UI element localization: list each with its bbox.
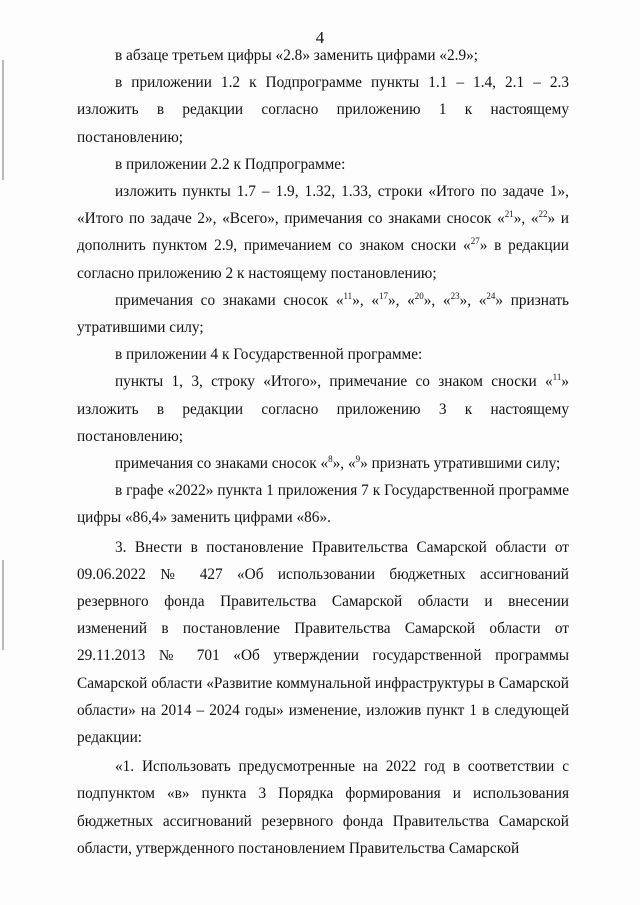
footnote-mark: 8 xyxy=(328,453,333,464)
paragraph-4-text-d: » в редакции согласно приложению 2 к настоящему постановлению; xyxy=(77,237,569,282)
document-body xyxy=(77,42,569,862)
paragraph-1: в абзаце третьем цифры «2.8» заменить цифрами «2.9»; xyxy=(115,47,479,64)
scan-edge-mark xyxy=(2,60,4,180)
paragraph-4 xyxy=(77,178,569,287)
page-number: 4 xyxy=(315,28,325,47)
footnote-mark: 27 xyxy=(470,236,480,247)
paragraph-6: в приложении 4 к Государственной программе: xyxy=(115,346,423,364)
paragraph-5-text-d: », « xyxy=(423,291,451,309)
footnote-mark: 9 xyxy=(355,453,361,464)
paragraph-5-text-b: », « xyxy=(352,291,379,309)
paragraph-3: в приложении 2.2 к Подпрограмме: xyxy=(115,155,346,173)
footnote-mark: 11 xyxy=(552,372,562,383)
paragraph-5-text-a: примечания со знаками сносок « xyxy=(115,291,344,309)
footnote-mark: 17 xyxy=(378,290,388,301)
paragraph-2: в приложении 1.2 к Подпрограмме пункты 1.1 – 1.4, 2.1 – 2.3 изложить в редакции согласно приложению 1 к настоящему постановлению; xyxy=(77,74,569,146)
paragraph-5 xyxy=(77,287,569,341)
footnote-mark: 20 xyxy=(414,290,424,301)
paragraph-9: в графе «2022» пункта 1 приложения 7 к Государственной программе цифры «86,4» заменить цифрами «86». xyxy=(77,482,569,527)
paragraph-5-text-f: » признать утратившими силу; xyxy=(77,291,569,337)
paragraph-8-text-a: примечания со знаками сносок « xyxy=(115,455,329,473)
paragraph-8-text-b: », « xyxy=(332,455,356,473)
paragraph-10: 3. Внести в постановление Правительства Самарской области от 09.06.2022 № 427 «Об использовании бюджетных ассигнований резервного фонда Правительства Самарской области и внесении изменений в постановление Правительства Самарской области от 29.11.2013 № 701 «Об утверждении государственной программы Самарской области «Развитие коммунальной инфраструктуры в Самарской области» на 2014 – 2024 годы» изменение, изложив пункт 1 в следующей редакции: xyxy=(77,538,569,747)
footnote-mark: 24 xyxy=(486,290,496,301)
paragraph-4-text-b: », « xyxy=(513,210,539,228)
paragraph-7 xyxy=(77,368,569,450)
paragraph-4-text-c: » и дополнить пунктом 2.9, примечанием со знаком сноски « xyxy=(77,210,569,255)
footnote-mark: 22 xyxy=(538,209,548,220)
footnote-mark: 21 xyxy=(504,209,514,220)
paragraph-8 xyxy=(77,450,569,477)
paragraph-5-text-e: », « xyxy=(459,291,487,309)
paragraph-5-text-c: », « xyxy=(387,291,415,309)
paragraph-8-text-c: » признать утратившими силу; xyxy=(360,455,561,473)
paragraph-7-text-a: пункты 1, 3, строку «Итого», примечание со знаком сноски « xyxy=(115,373,553,391)
footnote-mark: 23 xyxy=(450,290,460,301)
paragraph-7-text-b: » изложить в редакции согласно приложению 3 к настоящему постановлению; xyxy=(77,373,569,445)
scan-edge-mark xyxy=(2,560,4,650)
paragraph-11: «1. Использовать предусмотренные на 2022 год в соответствии с подпунктом «в» пункта 3 Порядка формирования и использования бюджетных ассигнований резервного фонда Правительства Самарской области, утвержденного постановлением Правительства Самарской xyxy=(77,758,569,857)
paragraph-4-text-a: изложить пункты 1.7 – 1.9, 1.32, 1.33, строки «Итого по задаче 1», «Итого по задаче 2», «Всего», примечания со знаками сносок « xyxy=(77,183,569,228)
footnote-mark: 11 xyxy=(343,290,353,301)
